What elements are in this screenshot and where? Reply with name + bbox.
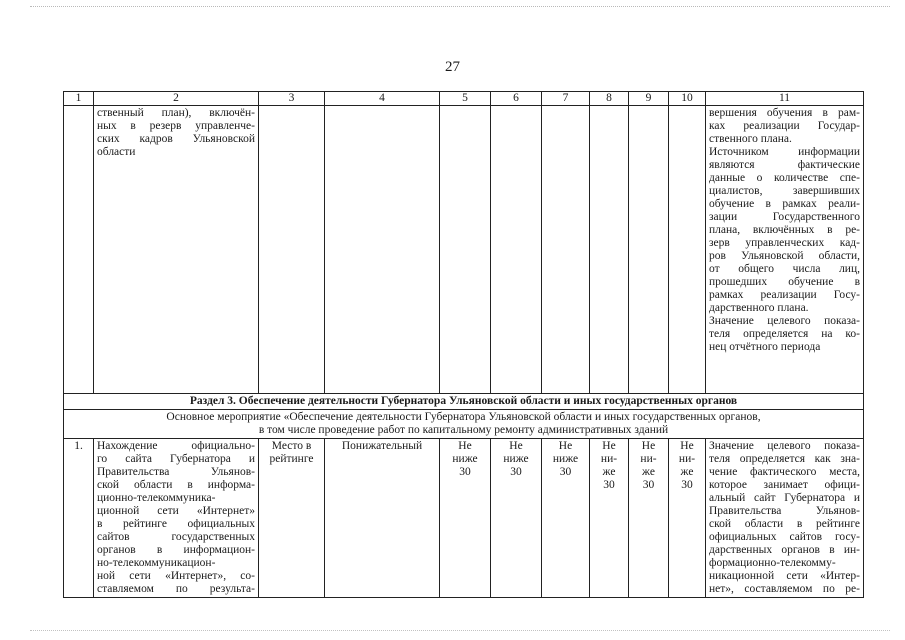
text-line: нец отчётного периода: [709, 341, 821, 353]
header-cell: 10: [669, 92, 706, 106]
section-title: Раздел 3. Обеспечение деятельности Губернатора Ульяновской области и иных государственных органов: [64, 394, 864, 410]
text-line: 30: [681, 479, 693, 491]
table-header-row: [64, 92, 864, 106]
text-line: дарственного плана.: [709, 302, 809, 314]
text-line: ниже: [452, 453, 478, 465]
text-line: органов в информацион-: [97, 544, 255, 556]
text-line: официальных сайтов госу-: [709, 531, 860, 543]
section-heading-row: [64, 394, 864, 410]
target-value-cell: [542, 439, 590, 598]
scan-edge-top: [30, 6, 890, 8]
text-line: Не: [641, 440, 656, 452]
cell-empty: [669, 106, 706, 394]
text-line: ственный план), включён-: [97, 107, 255, 119]
cell-num: [64, 106, 94, 394]
text-line: Значение целевого показа-: [709, 440, 860, 452]
text-line: Не: [602, 440, 616, 452]
text-line: никационной сети «Интер-: [709, 570, 860, 582]
text-line: рейтинге: [269, 453, 314, 465]
text-line: циалистов, завершивших: [709, 185, 860, 197]
text-line: ках реализации Государ-: [709, 120, 860, 132]
text-line: прошедших обучение в: [709, 276, 860, 288]
text-line: ставляемом по результа-: [97, 583, 255, 595]
header-cell: 7: [542, 92, 590, 106]
text-line: Не: [680, 440, 694, 452]
methodology-cell: [706, 106, 864, 394]
text-line: но-телекоммуникацион-: [97, 557, 216, 569]
text-line: 30: [559, 466, 572, 478]
text-line: же: [642, 466, 655, 478]
methodology-cell: [706, 439, 864, 598]
text-line: рамках реализации Госу-: [709, 289, 860, 301]
text-line: ных в резерв управленче-: [97, 120, 255, 132]
activity-title: [64, 410, 864, 439]
text-line: сайтов государственных: [97, 531, 255, 543]
header-cell: 1: [64, 92, 94, 106]
text-line: Источником информации: [709, 146, 860, 158]
text-line: нет», составляемом по ре-: [709, 583, 860, 595]
text-line: от общего числа лиц,: [709, 263, 860, 275]
text-line: дарственных органов в ин-: [709, 544, 860, 556]
scan-edge-bottom: [30, 630, 890, 632]
text-line: Основное мероприятие «Обеспечение деятельности Губернатора Ульяновской области и иных государственных органов,: [166, 411, 761, 423]
text-line: ниже: [503, 453, 529, 465]
indicator-table: [63, 91, 864, 598]
text-line: теля определяется как зна-: [709, 453, 860, 465]
text-line: 30: [510, 466, 522, 478]
text-line: чение фактического места,: [709, 466, 860, 478]
text-line: 30: [459, 466, 471, 478]
text-line: ной сети «Интернет», со-: [97, 570, 255, 582]
row-number: 1.: [64, 439, 94, 598]
cell-empty: [491, 106, 542, 394]
cell-empty: [325, 106, 440, 394]
text-line: ционно-телекоммуника-: [97, 492, 216, 504]
text-line: Правительства Ульянов-: [709, 505, 860, 517]
header-cell: 4: [325, 92, 440, 106]
text-line: которое занимает офици-: [709, 479, 860, 491]
text-line: теля определяется на ко-: [709, 328, 860, 340]
text-line: же: [680, 466, 694, 478]
header-cell: 5: [440, 92, 491, 106]
continuation-row: [64, 106, 864, 394]
text-line: данные о количестве спе-: [709, 172, 860, 184]
text-line: Нахождение официально-: [97, 440, 255, 452]
indicator-type-cell: Понижательный: [325, 439, 440, 598]
cell-empty: [590, 106, 629, 394]
text-line: вершения обучения в рам-: [709, 107, 860, 119]
indicator-name-cell: [94, 106, 259, 394]
text-line: Не: [458, 440, 472, 452]
header-cell: 3: [259, 92, 325, 106]
cell-empty: [440, 106, 491, 394]
text-line: ни-: [640, 453, 657, 465]
target-value-cell: [629, 439, 669, 598]
text-line: зерв управленческих кад-: [709, 237, 860, 249]
target-value-cell: [491, 439, 542, 598]
text-line: альный сайт Губернатора и: [709, 492, 860, 504]
text-line: Место в: [271, 440, 312, 452]
text-line: 30: [642, 479, 655, 491]
unit-cell: [259, 439, 325, 598]
text-line: ниже: [552, 453, 579, 465]
header-cell: 6: [491, 92, 542, 106]
text-line: области: [97, 146, 136, 158]
target-value-cell: [669, 439, 706, 598]
text-line: Не: [509, 440, 523, 452]
text-line: ской области в информа-: [97, 479, 255, 491]
text-line: формационно-телекомму-: [709, 557, 836, 569]
text-line: ров Ульяновской области,: [709, 250, 860, 262]
cell-empty: [629, 106, 669, 394]
header-cell: 9: [629, 92, 669, 106]
text-line: плана, включённых в ре-: [709, 224, 860, 236]
cell-empty: [542, 106, 590, 394]
indicator-row: [64, 439, 864, 598]
text-line: ственного плана.: [709, 133, 792, 145]
text-line: ских кадров Ульяновской: [97, 133, 255, 145]
text-line: Правительства Ульянов-: [97, 466, 255, 478]
header-cell: 2: [94, 92, 259, 106]
text-line: в том числе проведение работ по капитальному ремонту административных зданий: [258, 424, 669, 436]
activity-row: [64, 410, 864, 439]
text-line: 30: [603, 479, 615, 491]
header-cell: 8: [590, 92, 629, 106]
text-line: ни-: [600, 453, 618, 465]
cell-empty: [259, 106, 325, 394]
text-line: же: [602, 466, 616, 478]
header-cell: 11: [706, 92, 864, 106]
text-line: зации Государственного: [709, 211, 860, 223]
page-number: 27: [445, 59, 460, 75]
text-line: ской области в рейтинге: [709, 518, 860, 530]
indicator-name-cell: [94, 439, 259, 598]
text-line: в рейтинге официальных: [97, 518, 255, 530]
text-line: ционной сети «Интернет»: [97, 505, 255, 517]
text-line: обучение в рамках реали-: [709, 198, 860, 210]
text-line: Не: [558, 440, 573, 452]
text-line: ни-: [678, 453, 696, 465]
target-value-cell: [590, 439, 629, 598]
text-line: го сайта Губернатора и: [97, 453, 255, 465]
text-line: являются фактические: [709, 159, 860, 171]
target-value-cell: [440, 439, 491, 598]
text-line: Значение целевого показа-: [709, 315, 860, 327]
